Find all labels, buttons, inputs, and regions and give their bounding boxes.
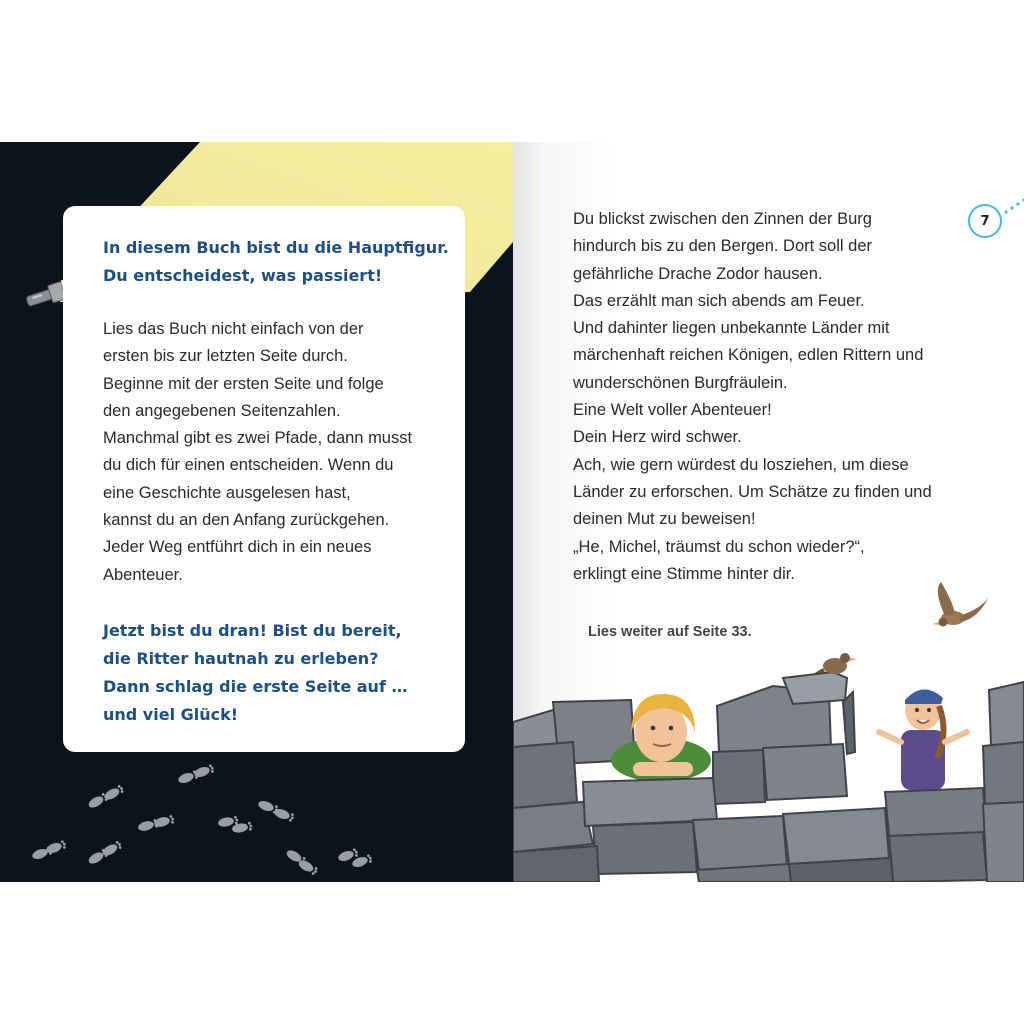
footprint-icon bbox=[337, 848, 373, 869]
story-line: Und dahinter liegen unbekannte Länder mit bbox=[573, 319, 890, 338]
book-spread bbox=[0, 142, 1024, 882]
story-line: Das erzählt man sich abends am Feuer. bbox=[573, 291, 865, 310]
instruction-line: du dich für einen entscheiden. Wenn du bbox=[103, 456, 394, 475]
instruction-line: eine Geschichte ausgelesen hast, bbox=[103, 483, 351, 502]
instruction-line: ersten bis zur letzten Seite durch. bbox=[103, 347, 348, 366]
castle-wall-illustration bbox=[513, 582, 1024, 882]
footprints bbox=[0, 742, 513, 882]
page-number-dots bbox=[1003, 196, 1024, 216]
page-number: 7 bbox=[968, 204, 1002, 238]
right-page bbox=[513, 142, 1024, 882]
footprint-icon bbox=[177, 764, 215, 785]
footprint-icon bbox=[137, 814, 175, 832]
story-line: märchenhaft reichen Königen, edlen Rittern und bbox=[573, 346, 924, 365]
girl-character bbox=[879, 689, 967, 790]
intro-line-2: Du entscheidest, was passiert! bbox=[103, 266, 383, 285]
intro-line-1: In diesem Buch bist du die Hauptfigur. bbox=[103, 238, 449, 257]
cta-line-2: die Ritter hautnah zu erleben? bbox=[103, 648, 379, 668]
footprint-icon bbox=[217, 815, 253, 833]
cta-line-4: und viel Glück! bbox=[103, 704, 239, 724]
footprint-icon bbox=[257, 799, 295, 822]
footprint-icon bbox=[87, 784, 125, 810]
story-line: „He, Michel, träumst du schon wieder?“, bbox=[573, 537, 865, 556]
left-page bbox=[0, 142, 513, 882]
story-line: wunderschönen Burgfräulein. bbox=[573, 373, 788, 392]
story-line: gefährliche Drache Zodor hausen. bbox=[573, 264, 823, 283]
footprint-icon bbox=[87, 840, 123, 866]
sparrow-icon bbox=[813, 653, 856, 674]
cta-line-1: Jetzt bist du dran! Bist du bereit, bbox=[103, 620, 402, 640]
instruction-line: Jeder Weg entführt dich in ein neues bbox=[103, 538, 372, 557]
story-line: erklingt eine Stimme hinter dir. bbox=[573, 564, 795, 583]
footprint-icon bbox=[31, 840, 67, 861]
instruction-line: kannst du an den Anfang zurückgehen. bbox=[103, 511, 390, 530]
instructions-card bbox=[63, 206, 465, 752]
footprint-icon bbox=[285, 848, 319, 876]
instruction-line: den angegebenen Seitenzahlen. bbox=[103, 401, 341, 420]
flying-bird-icon bbox=[933, 582, 989, 627]
story-line: deinen Mut zu beweisen! bbox=[573, 510, 756, 529]
cta-line-3: Dann schlag die erste Seite auf … bbox=[103, 676, 408, 696]
instruction-line: Manchmal gibt es zwei Pfade, dann musst bbox=[103, 429, 413, 448]
continue-reading: Lies weiter auf Seite 33. bbox=[588, 624, 752, 640]
story-line: Du blickst zwischen den Zinnen der Burg bbox=[573, 210, 872, 228]
story-line: Ach, wie gern würdest du losziehen, um diese bbox=[573, 455, 909, 474]
instruction-line: Beginne mit der ersten Seite und folge bbox=[103, 374, 384, 393]
story-line: Eine Welt voller Abenteuer! bbox=[573, 401, 772, 420]
story-line: Länder zu erforschen. Um Schätze zu finden und bbox=[573, 482, 932, 501]
instruction-line: Abenteuer. bbox=[103, 565, 183, 584]
story-text bbox=[573, 206, 993, 588]
story-line: hindurch bis zu den Bergen. Dort soll der bbox=[573, 237, 872, 256]
instruction-line: Lies das Buch nicht einfach von der bbox=[103, 320, 364, 338]
story-line: Dein Herz wird schwer. bbox=[573, 428, 742, 447]
